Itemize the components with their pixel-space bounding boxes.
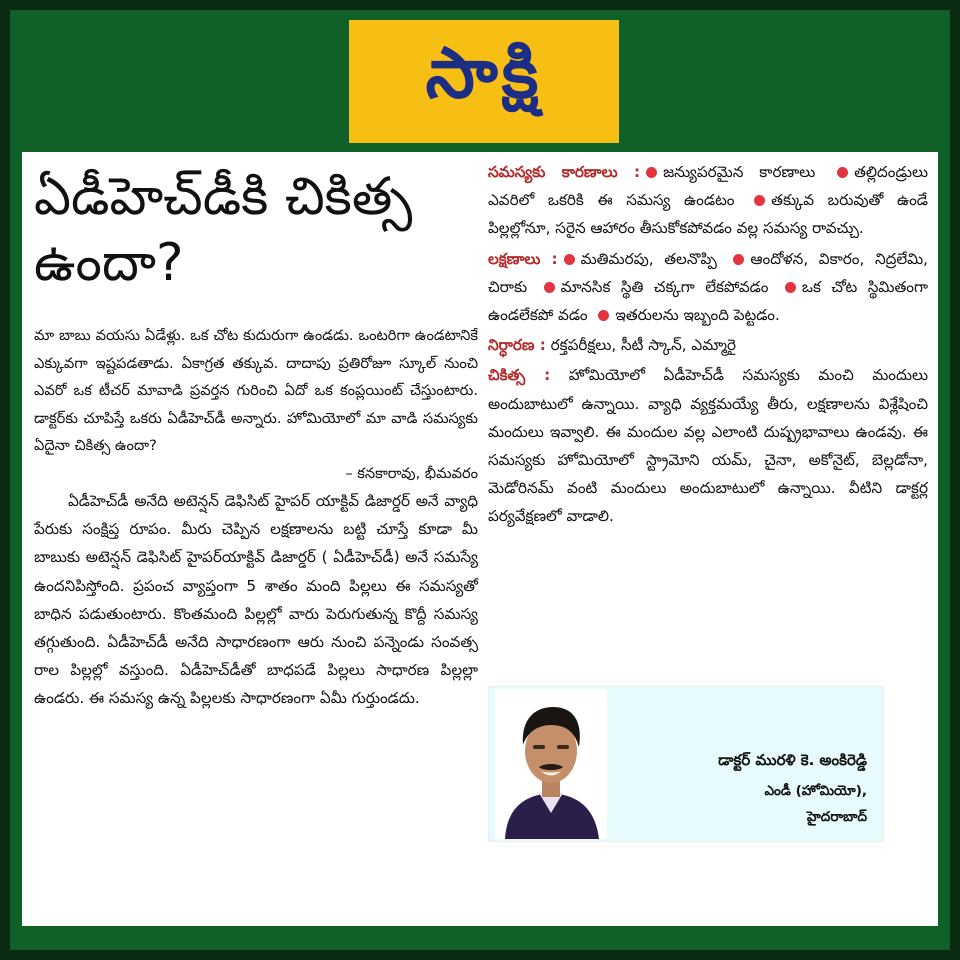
bullet-icon <box>733 254 744 265</box>
causes-label: సమస్యకు కారణాలు : <box>488 163 641 181</box>
logo-text: సాక్షి <box>425 32 543 114</box>
doctor-city: హైదరాబాద్ <box>806 809 867 825</box>
cause-item: జన్యుపరమైన కారణాలు <box>663 163 816 181</box>
answer-body <box>34 487 478 713</box>
symptom-item: ఒక చోట స్థిమితంగా ఉండలేకపో వడం <box>488 277 928 325</box>
diagnosis-text: రక్తపరీక్షలు, సీటీ స్కాన్, ఎమ్మారై <box>550 336 737 355</box>
bullet-icon <box>646 167 657 178</box>
cause-item: తల్లిదండ్రులు ఎవరిలో ఒకరికి ఈ సమస్య ఉండటం <box>488 163 928 210</box>
bullet-icon <box>598 310 609 321</box>
reader-question: మా బాబు వయసు ఏడేళ్లు. ఒక చోట కుదురుగా ఉండడు. ఒంటరిగా ఉండటానికే ఎక్కువగా ఇష్టపడతాడు. ఏకాగ్రత తక్కువ. దాదాపు ప్రతిరోజూ స్కూల్ నుంచి ఎవరో ఒక టీచర్ మావాడి ప్రవర్తన గురించి ఏదో ఒక కంప్లయింట్ చేస్తుంటారు. డాక్టర్‌కు చూపిస్తే ఒకరు ఏడీహెచ్‌డీ అన్నారు. హోమియోలో మా వాడి సమస్యకు ఏదైనా చికిత్స ఉందా? <box>34 327 478 454</box>
article-panel <box>22 152 938 926</box>
symptoms-label: లక్షణాలు : <box>488 249 558 268</box>
right-column <box>488 158 928 533</box>
doctor-degree: ఎండీ (హోమియో), <box>764 783 867 799</box>
bullet-icon <box>754 195 765 206</box>
answer-text: ఏడీహెచ్‌డీ అనేది అటెన్షన్ డెఫిసిట్ హైపర్ యాక్టివ్ డిజార్డర్ అనే వ్యాధి పేరుకు సంక్షిప్త రూపం. మీరు చెప్పిన లక్షణాలను బట్టి చూస్తే కూడా మీ బాబుకు అటెన్షన్ డెఫిసిట్ హైపర్‌యాక్టివ్ డిజార్డర్ ( ఏడీహెచ్‌డీ) అనే సమస్యే ఉందనిపిస్తోంది. ప్రపంచ వ్యాప్తంగా 5 శాతం మంది పిల్లలు ఈ సమస్యతో బాధిన పడుతుంటారు. కొంతమంది పిల్లల్లో వారు పెరుగుతున్న కొద్దీ సమస్య తగ్గుతుంది. ఏడీహెచ్‌డీ అనేది సాధారణంగా ఆరు నుంచి పన్నెండు సంవత్స రాల పిల్లల్లో వస్తుంది. ఏడీహెచ్‌డీతో బాధపడే పిల్లలు సాధారణ పిల్లల్లా ఉండరు. ఈ సమస్య ఉన్న పిల్లలకు సాధారణంగా ఏమీ గుర్తుండదు. <box>34 492 478 708</box>
cause-item: తక్కువ బరువుతో ఉండే పిల్లల్లోనూ, సరైన ఆహారం తీసుకోకపోవడం వల్ల సమస్య రావచ్చు. <box>488 191 929 238</box>
diagnosis-section <box>488 331 928 359</box>
treatment-label: చికిత్స : <box>488 366 551 385</box>
diagnosis-label: నిర్ధారణ : <box>488 336 546 355</box>
symptom-item: మానసిక స్థితి చక్కగా లేకపోవడం <box>560 277 769 296</box>
bullet-icon <box>837 167 848 178</box>
symptom-item: ఇతరులను ఇబ్బంది పెట్టడం. <box>615 306 780 325</box>
causes-section <box>488 158 928 243</box>
symptom-item: ఆందోళన, వికారం, నిద్రలేమి, చిరాకు <box>488 249 928 296</box>
bullet-icon <box>564 254 575 265</box>
treatment-section <box>488 361 928 530</box>
headline: ఏడీహెచ్‌డీకి చికిత్స ఉందా? <box>34 167 413 293</box>
left-column <box>34 164 478 713</box>
bullet-icon <box>544 282 555 293</box>
symptoms-section <box>488 245 928 330</box>
bullet-icon <box>785 282 796 293</box>
doctor-name: డాక్టర్ మురళి కె. అంకిరెడ్డి <box>718 751 867 769</box>
symptom-item: మతిమరపు, తలనొప్పి <box>580 249 717 268</box>
doctor-photo <box>495 689 607 839</box>
newspaper-logo <box>349 20 619 143</box>
treatment-text: హోమియోలో ఏడీహెచ్‌డీ సమస్యకు మంచి మందులు అందుబాటులో ఉన్నాయి. వ్యాధి వ్యక్తమయ్యే తీరు, లక్షణాలను విశ్లేషించి మందులు ఇవ్వాలి. ఈ మందుల వల్ల ఎలాంటి దుష్ప్రభావాలు ఉండవు. ఈ సమస్యకు హోమియోలో స్ట్రామోని యమ్, చైనా, అకోనైట్, బెల్లడోనా, మెడోరినమ్ వంటి మందులు అందుబాటులో ఉన్నాయి. వీటిని డాక్టర్ల పర్యవేక్షణలో వాడాలి. <box>488 366 929 526</box>
question-signature: – కనకారావు, భీమవరం <box>345 464 478 482</box>
doctor-card <box>488 686 884 842</box>
